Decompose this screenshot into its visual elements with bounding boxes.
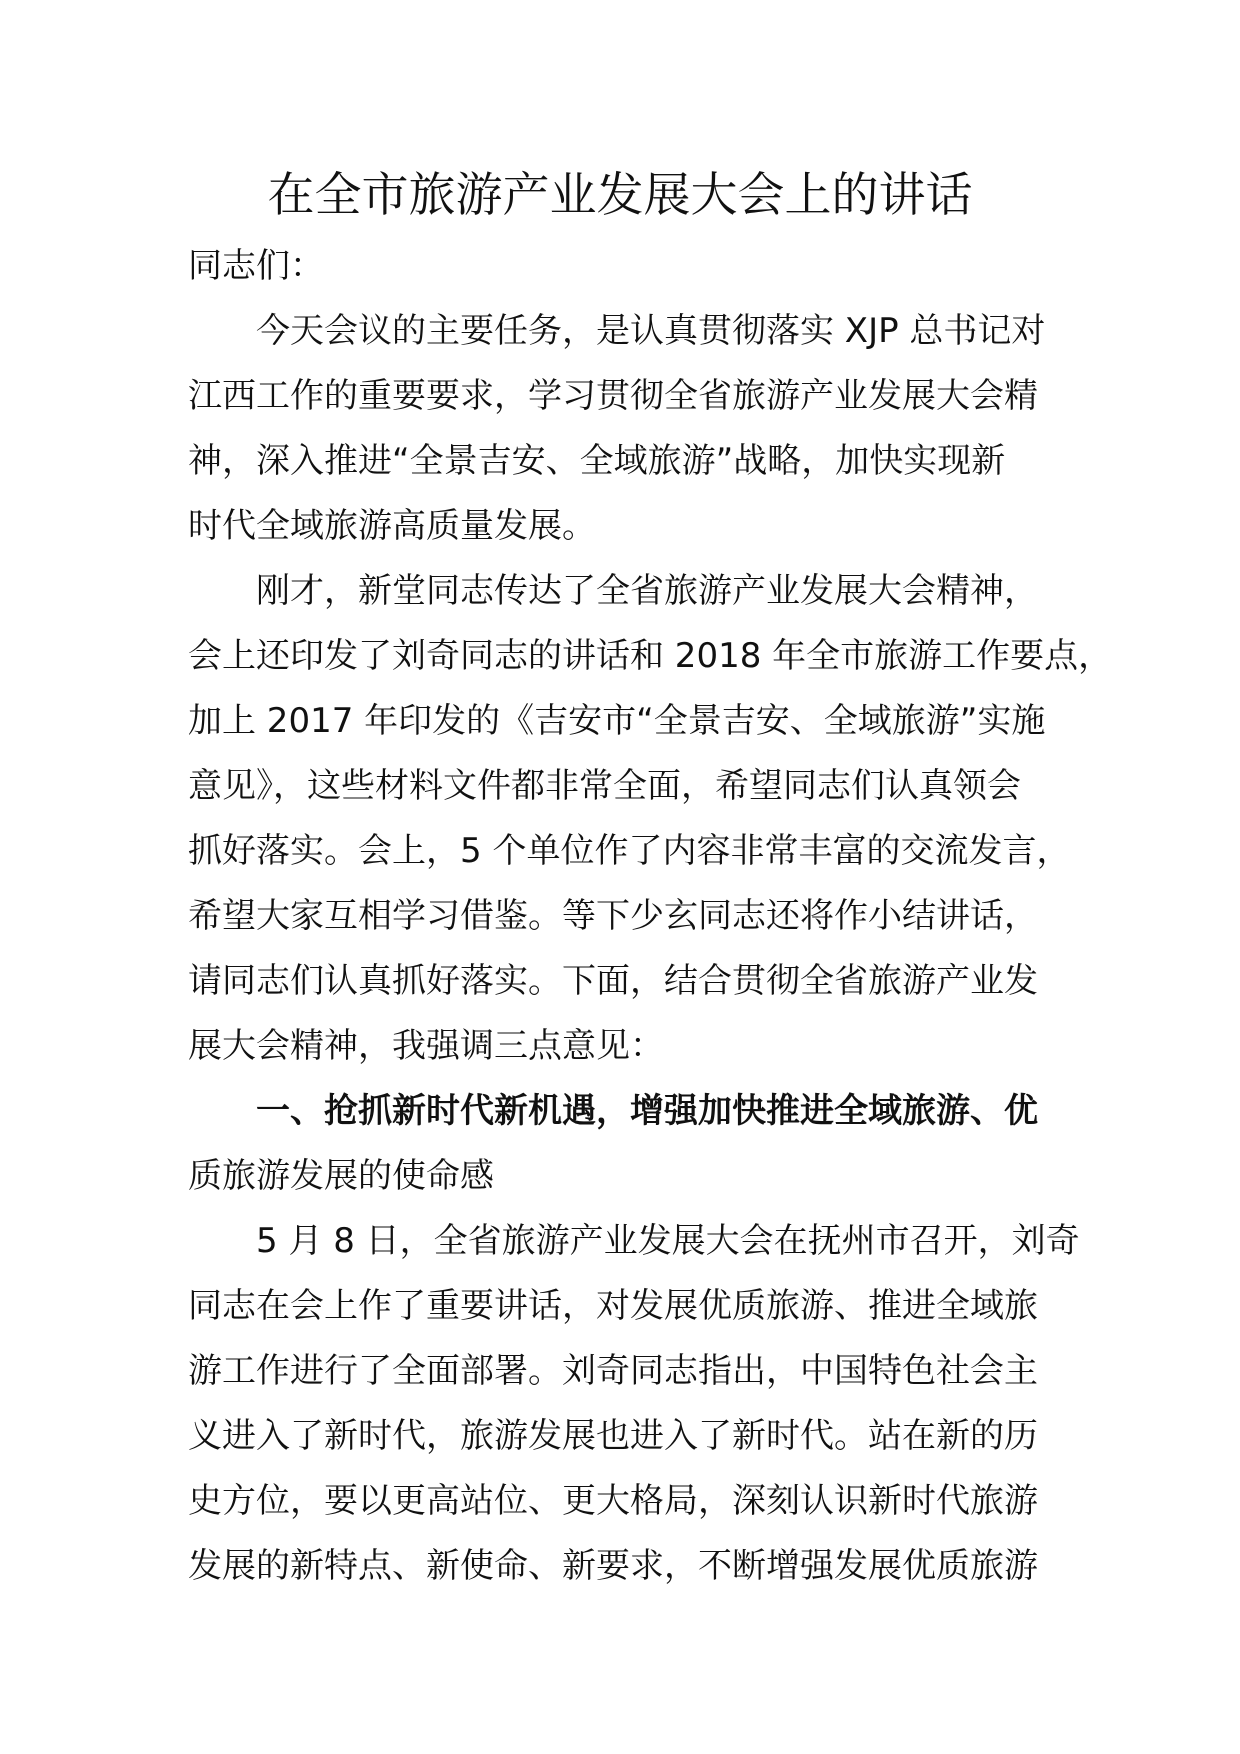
paragraph-line: 意见》，这些材料文件都非常全面，希望同志们认真领会	[188, 766, 1021, 806]
paragraph-line: 质旅游发展的使命感	[188, 1156, 494, 1196]
paragraph-line: 游工作进行了全面部署。刘奇同志指出，中国特色社会主	[188, 1351, 1038, 1391]
paragraph-line: 时代全域旅游高质量发展。	[188, 506, 596, 546]
paragraph-line: 刚才，新堂同志传达了全省旅游产业发展大会精神，	[256, 571, 1038, 611]
paragraph-line: 5 月 8 日，全省旅游产业发展大会在抚州市召开，刘奇	[256, 1221, 1080, 1261]
paragraph-line: 神，深入推进“全景吉安、全域旅游”战略，加快实现新	[188, 441, 1006, 481]
paragraph-line: 今天会议的主要任务，是认真贯彻落实 XJP 总书记对	[256, 311, 1046, 351]
document-body	[188, 234, 1113, 1599]
paragraph-line: 希望大家互相学习借鉴。等下少玄同志还将作小结讲话，	[188, 896, 1038, 936]
paragraph-line: 发展的新特点、新使命、新要求，不断增强发展优质旅游	[188, 1546, 1038, 1586]
paragraph-line: 江西工作的重要要求，学习贯彻全省旅游产业发展大会精	[188, 376, 1038, 416]
paragraph-line: 史方位，要以更高站位、更大格局，深刻认识新时代旅游	[188, 1481, 1038, 1521]
document-title: 在全市旅游产业发展大会上的讲话	[267, 168, 973, 223]
paragraph-line: 抓好落实。会上，5 个单位作了内容非常丰富的交流发言，	[188, 831, 1071, 871]
paragraph-line: 加上 2017 年印发的《吉安市“全景吉安、全域旅游”实施	[188, 701, 1046, 741]
paragraph-line: 会上还印发了刘奇同志的讲话和 2018 年全市旅游工作要点，	[188, 636, 1113, 676]
paragraph-line: 同志们：	[188, 246, 324, 286]
paragraph-line: 同志在会上作了重要讲话，对发展优质旅游、推进全域旅	[188, 1286, 1038, 1326]
paragraph-line: 请同志们认真抓好落实。下面，结合贯彻全省旅游产业发	[188, 961, 1038, 1001]
paragraph-line: 展大会精神，我强调三点意见：	[188, 1026, 664, 1066]
section-heading-line: 一、抢抓新时代新机遇，增强加快推进全域旅游、优	[256, 1091, 1038, 1131]
paragraph-line: 义进入了新时代，旅游发展也进入了新时代。站在新的历	[188, 1416, 1038, 1456]
